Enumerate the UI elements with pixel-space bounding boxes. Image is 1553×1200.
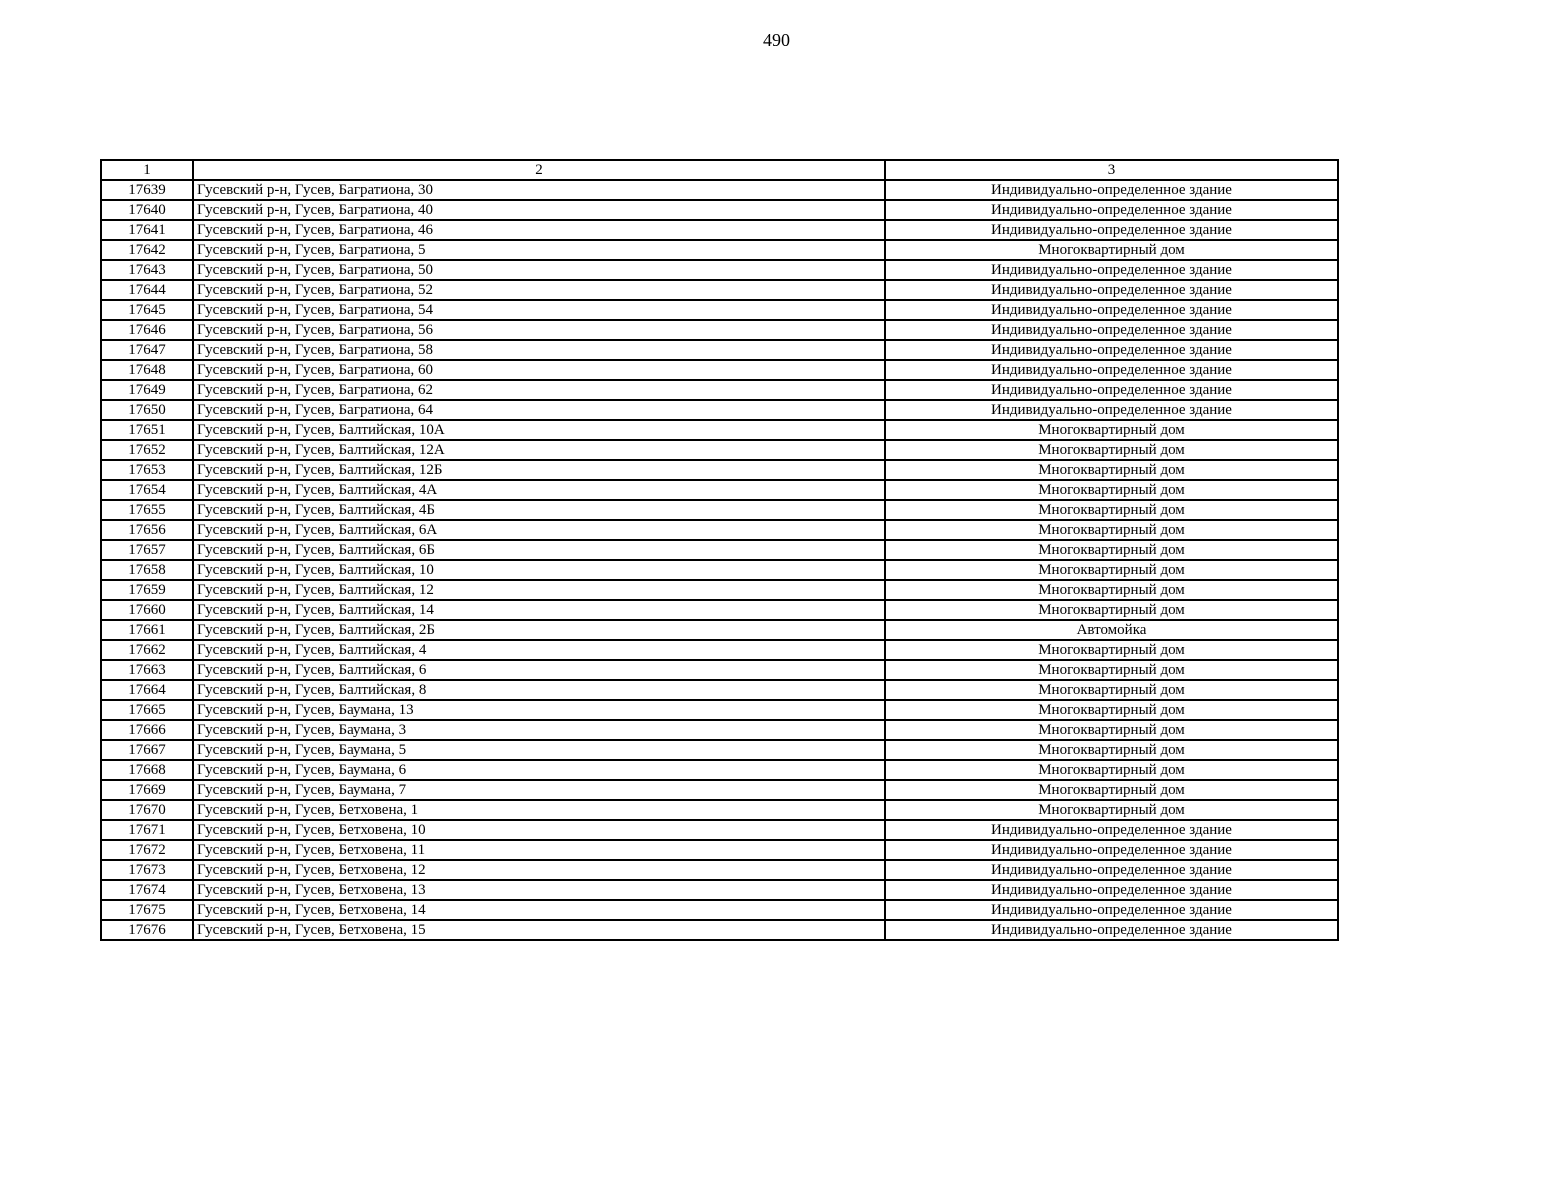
column-header-3: 3 bbox=[885, 160, 1338, 180]
object-type-cell: Индивидуально-определенное здание bbox=[885, 200, 1338, 220]
object-type-cell: Индивидуально-определенное здание bbox=[885, 840, 1338, 860]
table-row bbox=[101, 420, 1338, 440]
row-number-cell: 17659 bbox=[101, 580, 193, 600]
address-cell: Гусевский р-н, Гусев, Балтийская, 8 bbox=[193, 680, 885, 700]
object-type-cell: Индивидуально-определенное здание bbox=[885, 920, 1338, 940]
address-cell: Гусевский р-н, Гусев, Балтийская, 12Б bbox=[193, 460, 885, 480]
row-number-cell: 17643 bbox=[101, 260, 193, 280]
table-row bbox=[101, 200, 1338, 220]
object-type-cell: Индивидуально-определенное здание bbox=[885, 320, 1338, 340]
row-number-cell: 17641 bbox=[101, 220, 193, 240]
row-number-cell: 17650 bbox=[101, 400, 193, 420]
address-cell: Гусевский р-н, Гусев, Балтийская, 10 bbox=[193, 560, 885, 580]
address-cell: Гусевский р-н, Гусев, Балтийская, 14 bbox=[193, 600, 885, 620]
address-cell: Гусевский р-н, Гусев, Балтийская, 4Б bbox=[193, 500, 885, 520]
table-row bbox=[101, 840, 1338, 860]
row-number-cell: 17649 bbox=[101, 380, 193, 400]
row-number-cell: 17660 bbox=[101, 600, 193, 620]
address-cell: Гусевский р-н, Гусев, Баумана, 6 bbox=[193, 760, 885, 780]
row-number-cell: 17648 bbox=[101, 360, 193, 380]
address-cell: Гусевский р-н, Гусев, Бетховена, 12 bbox=[193, 860, 885, 880]
row-number-cell: 17664 bbox=[101, 680, 193, 700]
object-type-cell: Индивидуально-определенное здание bbox=[885, 380, 1338, 400]
row-number-cell: 17673 bbox=[101, 860, 193, 880]
registry-table bbox=[100, 159, 1339, 941]
table-row bbox=[101, 740, 1338, 760]
table-row bbox=[101, 360, 1338, 380]
table-row bbox=[101, 920, 1338, 940]
row-number-cell: 17676 bbox=[101, 920, 193, 940]
row-number-cell: 17669 bbox=[101, 780, 193, 800]
object-type-cell: Многоквартирный дом bbox=[885, 760, 1338, 780]
object-type-cell: Многоквартирный дом bbox=[885, 480, 1338, 500]
row-number-cell: 17674 bbox=[101, 880, 193, 900]
object-type-cell: Автомойка bbox=[885, 620, 1338, 640]
address-cell: Гусевский р-н, Гусев, Бетховена, 15 bbox=[193, 920, 885, 940]
row-number-cell: 17661 bbox=[101, 620, 193, 640]
table-row bbox=[101, 540, 1338, 560]
table-row bbox=[101, 180, 1338, 200]
address-cell: Гусевский р-н, Гусев, Багратиона, 58 bbox=[193, 340, 885, 360]
table-row bbox=[101, 280, 1338, 300]
address-cell: Гусевский р-н, Гусев, Бетховена, 14 bbox=[193, 900, 885, 920]
object-type-cell: Многоквартирный дом bbox=[885, 240, 1338, 260]
object-type-cell: Индивидуально-определенное здание bbox=[885, 260, 1338, 280]
table-row bbox=[101, 680, 1338, 700]
address-cell: Гусевский р-н, Гусев, Баумана, 5 bbox=[193, 740, 885, 760]
table-row bbox=[101, 460, 1338, 480]
table-row bbox=[101, 580, 1338, 600]
table-header-row bbox=[101, 160, 1338, 180]
address-cell: Гусевский р-н, Гусев, Багратиона, 64 bbox=[193, 400, 885, 420]
object-type-cell: Многоквартирный дом bbox=[885, 460, 1338, 480]
table-row bbox=[101, 720, 1338, 740]
object-type-cell: Индивидуально-определенное здание bbox=[885, 880, 1338, 900]
object-type-cell: Многоквартирный дом bbox=[885, 600, 1338, 620]
object-type-cell: Многоквартирный дом bbox=[885, 680, 1338, 700]
table-row bbox=[101, 300, 1338, 320]
object-type-cell: Многоквартирный дом bbox=[885, 700, 1338, 720]
table-row bbox=[101, 780, 1338, 800]
row-number-cell: 17652 bbox=[101, 440, 193, 460]
table-row bbox=[101, 760, 1338, 780]
address-cell: Гусевский р-н, Гусев, Багратиона, 40 bbox=[193, 200, 885, 220]
row-number-cell: 17647 bbox=[101, 340, 193, 360]
table-row bbox=[101, 900, 1338, 920]
row-number-cell: 17654 bbox=[101, 480, 193, 500]
object-type-cell: Многоквартирный дом bbox=[885, 780, 1338, 800]
row-number-cell: 17668 bbox=[101, 760, 193, 780]
object-type-cell: Многоквартирный дом bbox=[885, 500, 1338, 520]
object-type-cell: Индивидуально-определенное здание bbox=[885, 220, 1338, 240]
table-row bbox=[101, 500, 1338, 520]
address-cell: Гусевский р-н, Гусев, Балтийская, 6Б bbox=[193, 540, 885, 560]
object-type-cell: Индивидуально-определенное здание bbox=[885, 280, 1338, 300]
object-type-cell: Многоквартирный дом bbox=[885, 640, 1338, 660]
object-type-cell: Многоквартирный дом bbox=[885, 520, 1338, 540]
object-type-cell: Индивидуально-определенное здание bbox=[885, 400, 1338, 420]
address-cell: Гусевский р-н, Гусев, Багратиона, 56 bbox=[193, 320, 885, 340]
address-cell: Гусевский р-н, Гусев, Бетховена, 1 bbox=[193, 800, 885, 820]
address-cell: Гусевский р-н, Гусев, Балтийская, 10А bbox=[193, 420, 885, 440]
address-cell: Гусевский р-н, Гусев, Багратиона, 50 bbox=[193, 260, 885, 280]
row-number-cell: 17665 bbox=[101, 700, 193, 720]
address-cell: Гусевский р-н, Гусев, Балтийская, 2Б bbox=[193, 620, 885, 640]
table-row bbox=[101, 800, 1338, 820]
table-row bbox=[101, 880, 1338, 900]
table-row bbox=[101, 520, 1338, 540]
address-cell: Гусевский р-н, Гусев, Балтийская, 6А bbox=[193, 520, 885, 540]
row-number-cell: 17646 bbox=[101, 320, 193, 340]
table-row bbox=[101, 220, 1338, 240]
address-cell: Гусевский р-н, Гусев, Баумана, 13 bbox=[193, 700, 885, 720]
row-number-cell: 17666 bbox=[101, 720, 193, 740]
table-row bbox=[101, 620, 1338, 640]
table-row bbox=[101, 660, 1338, 680]
row-number-cell: 17656 bbox=[101, 520, 193, 540]
row-number-cell: 17655 bbox=[101, 500, 193, 520]
row-number-cell: 17657 bbox=[101, 540, 193, 560]
row-number-cell: 17675 bbox=[101, 900, 193, 920]
object-type-cell: Индивидуально-определенное здание bbox=[885, 360, 1338, 380]
address-cell: Гусевский р-н, Гусев, Бетховена, 13 bbox=[193, 880, 885, 900]
address-cell: Гусевский р-н, Гусев, Бетховена, 10 bbox=[193, 820, 885, 840]
object-type-cell: Многоквартирный дом bbox=[885, 420, 1338, 440]
row-number-cell: 17653 bbox=[101, 460, 193, 480]
table-body bbox=[101, 160, 1338, 940]
object-type-cell: Индивидуально-определенное здание bbox=[885, 900, 1338, 920]
table-row bbox=[101, 340, 1338, 360]
address-cell: Гусевский р-н, Гусев, Багратиона, 54 bbox=[193, 300, 885, 320]
address-cell: Гусевский р-н, Гусев, Багратиона, 52 bbox=[193, 280, 885, 300]
object-type-cell: Многоквартирный дом bbox=[885, 540, 1338, 560]
object-type-cell: Многоквартирный дом bbox=[885, 740, 1338, 760]
object-type-cell: Индивидуально-определенное здание bbox=[885, 340, 1338, 360]
object-type-cell: Индивидуально-определенное здание bbox=[885, 860, 1338, 880]
object-type-cell: Индивидуально-определенное здание bbox=[885, 300, 1338, 320]
object-type-cell: Многоквартирный дом bbox=[885, 660, 1338, 680]
object-type-cell: Многоквартирный дом bbox=[885, 580, 1338, 600]
row-number-cell: 17672 bbox=[101, 840, 193, 860]
row-number-cell: 17642 bbox=[101, 240, 193, 260]
table-row bbox=[101, 860, 1338, 880]
address-cell: Гусевский р-н, Гусев, Баумана, 3 bbox=[193, 720, 885, 740]
address-cell: Гусевский р-н, Гусев, Багратиона, 60 bbox=[193, 360, 885, 380]
table-row bbox=[101, 640, 1338, 660]
address-cell: Гусевский р-н, Гусев, Багратиона, 46 bbox=[193, 220, 885, 240]
object-type-cell: Многоквартирный дом bbox=[885, 800, 1338, 820]
table-row bbox=[101, 600, 1338, 620]
object-type-cell: Многоквартирный дом bbox=[885, 440, 1338, 460]
address-cell: Гусевский р-н, Гусев, Балтийская, 4А bbox=[193, 480, 885, 500]
address-cell: Гусевский р-н, Гусев, Балтийская, 4 bbox=[193, 640, 885, 660]
table-row bbox=[101, 700, 1338, 720]
row-number-cell: 17639 bbox=[101, 180, 193, 200]
table-row bbox=[101, 260, 1338, 280]
row-number-cell: 17662 bbox=[101, 640, 193, 660]
address-cell: Гусевский р-н, Гусев, Балтийская, 12 bbox=[193, 580, 885, 600]
row-number-cell: 17644 bbox=[101, 280, 193, 300]
column-header-1: 1 bbox=[101, 160, 193, 180]
column-header-2: 2 bbox=[193, 160, 885, 180]
row-number-cell: 17667 bbox=[101, 740, 193, 760]
table-row bbox=[101, 480, 1338, 500]
address-cell: Гусевский р-н, Гусев, Бетховена, 11 bbox=[193, 840, 885, 860]
address-cell: Гусевский р-н, Гусев, Багратиона, 5 bbox=[193, 240, 885, 260]
row-number-cell: 17663 bbox=[101, 660, 193, 680]
table-row bbox=[101, 440, 1338, 460]
row-number-cell: 17671 bbox=[101, 820, 193, 840]
row-number-cell: 17640 bbox=[101, 200, 193, 220]
address-cell: Гусевский р-н, Гусев, Багратиона, 30 bbox=[193, 180, 885, 200]
row-number-cell: 17670 bbox=[101, 800, 193, 820]
object-type-cell: Многоквартирный дом bbox=[885, 560, 1338, 580]
page-number: 490 bbox=[763, 30, 790, 50]
object-type-cell: Индивидуально-определенное здание bbox=[885, 820, 1338, 840]
row-number-cell: 17658 bbox=[101, 560, 193, 580]
table-row bbox=[101, 400, 1338, 420]
address-cell: Гусевский р-н, Гусев, Багратиона, 62 bbox=[193, 380, 885, 400]
table-row bbox=[101, 380, 1338, 400]
row-number-cell: 17645 bbox=[101, 300, 193, 320]
table-row bbox=[101, 240, 1338, 260]
table-row bbox=[101, 560, 1338, 580]
table-row bbox=[101, 820, 1338, 840]
address-cell: Гусевский р-н, Гусев, Баумана, 7 bbox=[193, 780, 885, 800]
address-cell: Гусевский р-н, Гусев, Балтийская, 12А bbox=[193, 440, 885, 460]
address-cell: Гусевский р-н, Гусев, Балтийская, 6 bbox=[193, 660, 885, 680]
row-number-cell: 17651 bbox=[101, 420, 193, 440]
object-type-cell: Многоквартирный дом bbox=[885, 720, 1338, 740]
table-row bbox=[101, 320, 1338, 340]
object-type-cell: Индивидуально-определенное здание bbox=[885, 180, 1338, 200]
